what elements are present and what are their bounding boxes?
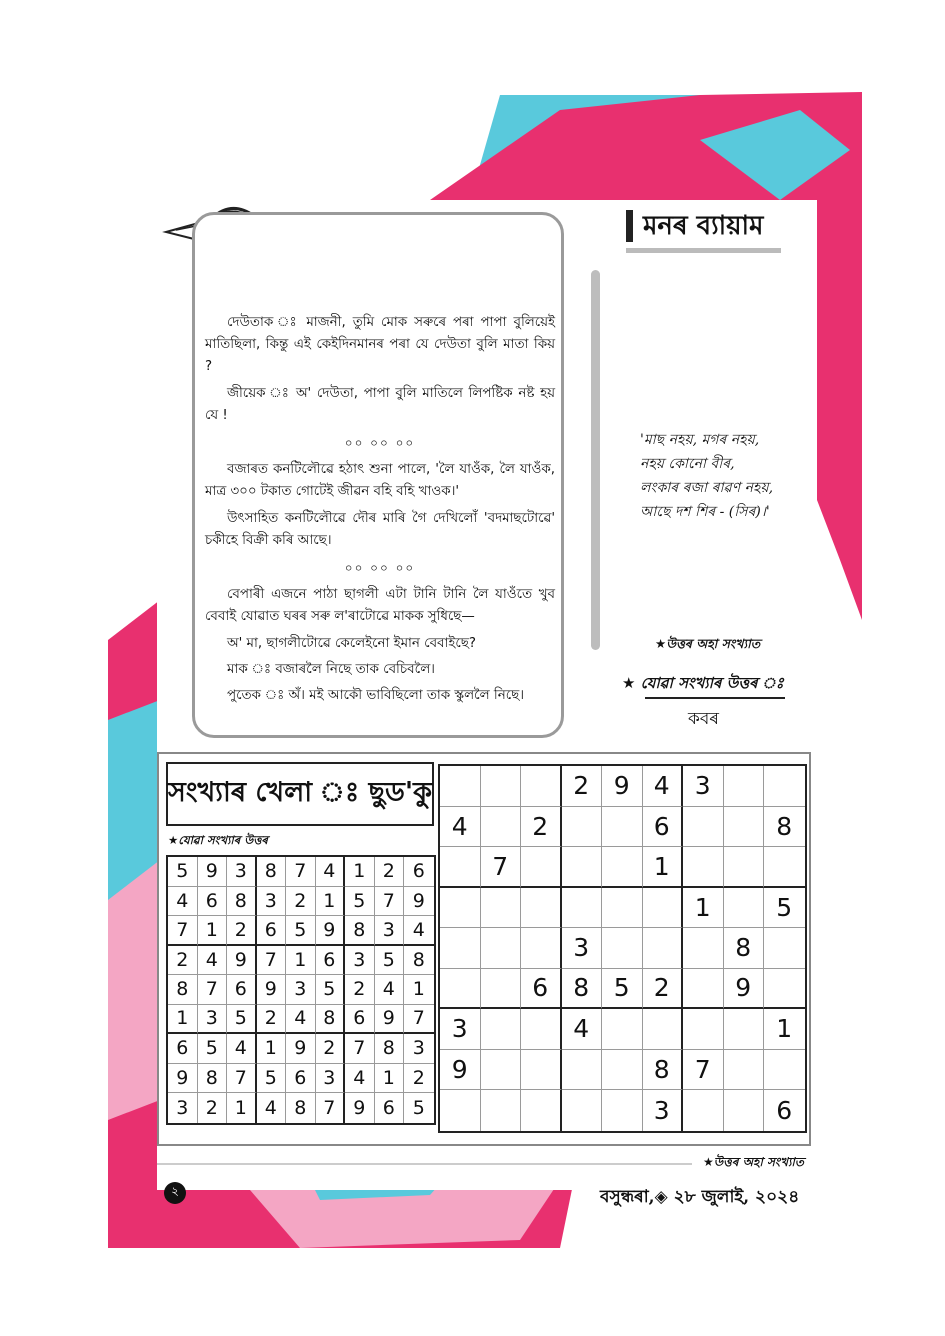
sudoku-puzzle-grid: [438, 764, 807, 1133]
puzzle-cell[interactable]: [764, 928, 805, 969]
solution-cell: 5: [198, 1034, 228, 1064]
solution-cell: 2: [404, 1064, 434, 1094]
puzzle-cell[interactable]: 8: [562, 969, 603, 1010]
puzzle-cell[interactable]: [724, 766, 765, 807]
puzzle-cell[interactable]: 8: [724, 928, 765, 969]
sudoku-title: সংখ্যাৰ খেলা ঃ ছুড'কু: [166, 762, 434, 826]
puzzle-cell[interactable]: [602, 1009, 643, 1050]
solution-cell: 3: [404, 1034, 434, 1064]
solution-cell: 9: [345, 1093, 375, 1123]
solution-cell: 7: [375, 887, 405, 917]
solution-cell: 9: [168, 1064, 198, 1094]
solution-cell: 4: [345, 1064, 375, 1094]
solution-cell: 5: [316, 975, 346, 1005]
solution-cell: 5: [412, 1096, 425, 1119]
solution-cell: 8: [227, 887, 257, 917]
puzzle-cell[interactable]: 8: [764, 807, 805, 848]
puzzle-cell[interactable]: [521, 766, 562, 807]
puzzle-cell[interactable]: [521, 888, 562, 929]
puzzle-cell[interactable]: [440, 847, 481, 888]
solution-cell: 1: [316, 887, 346, 917]
joke-paragraph: দেউতাক ঃ মাজনী, তুমি মোক সৰুৰে পৰা পাপা বুলিয়েই মাতিছিলা, কিন্তু এই কেইদিনমানৰ পৰা যে দেউতা বুলি মাতা কিয় ?: [205, 315, 555, 374]
brush-stroke: [108, 860, 160, 1120]
joke-paragraph: উৎসাহিত কনটিলৌৱে দৌৰ মাৰি গৈ দেখিলোঁ 'বদমাছটোৱে' চকীহে বিক্ৰী কৰি আছে।: [205, 511, 555, 548]
puzzle-cell[interactable]: [602, 807, 643, 848]
puzzle-cell[interactable]: 7: [481, 847, 522, 888]
solution-cell: 5: [168, 857, 198, 887]
solution-cell: 7: [168, 916, 198, 946]
jokes-text: [205, 312, 555, 711]
puzzle-cell[interactable]: [521, 1090, 562, 1131]
solution-label: ★যোৱা সংখ্যাৰ উত্তৰ: [168, 833, 268, 847]
puzzle-cell[interactable]: [724, 888, 765, 929]
puzzle-cell[interactable]: 4: [440, 807, 481, 848]
puzzle-cell[interactable]: [764, 766, 805, 807]
solution-cell: 1: [375, 1064, 405, 1094]
puzzle-answer-hint: ★উত্তৰ অহা সংখ্যাত: [703, 1155, 804, 1169]
puzzle-cell[interactable]: 9: [440, 1050, 481, 1091]
solution-cell: 9: [316, 916, 346, 946]
puzzle-cell[interactable]: [602, 1050, 643, 1091]
puzzle-cell[interactable]: [481, 1090, 522, 1131]
solution-cell: 2: [227, 916, 257, 946]
puzzle-cell[interactable]: [683, 969, 724, 1010]
solution-cell: 6: [168, 1034, 198, 1064]
solution-cell: 8: [257, 857, 287, 887]
solution-cell: 5: [375, 946, 405, 976]
solution-cell: 8: [375, 1034, 405, 1064]
puzzle-cell[interactable]: [521, 1009, 562, 1050]
solution-cell: 4: [286, 1005, 316, 1035]
solution-cell: 8: [168, 975, 198, 1005]
solution-cell: 5: [286, 916, 316, 946]
joke-paragraph: অ' মা, ছাগলীটোৱে কেলেইনো ইমান বেবাইছে?: [227, 636, 476, 651]
puzzle-cell[interactable]: [683, 1090, 724, 1131]
puzzle-cell[interactable]: [562, 847, 603, 888]
solution-cell: 7: [404, 1005, 434, 1035]
puzzle-cell[interactable]: 9: [602, 766, 643, 807]
solution-cell: 8: [198, 1064, 228, 1094]
puzzle-cell[interactable]: [481, 766, 522, 807]
solution-cell: 9: [198, 857, 228, 887]
solution-cell: 2: [168, 946, 198, 976]
puzzle-cell[interactable]: [724, 1009, 765, 1050]
puzzle-cell[interactable]: [683, 847, 724, 888]
puzzle-cell[interactable]: [562, 1090, 603, 1131]
puzzle-cell[interactable]: 1: [643, 847, 684, 888]
puzzle-cell[interactable]: 2: [643, 969, 684, 1010]
solution-cell: 2: [257, 1005, 287, 1035]
puzzle-cell[interactable]: 6: [643, 807, 684, 848]
puzzle-cell[interactable]: [602, 928, 643, 969]
puzzle-cell[interactable]: 5: [764, 888, 805, 929]
solution-cell: 7: [198, 975, 228, 1005]
puzzle-cell[interactable]: [521, 1050, 562, 1091]
puzzle-cell[interactable]: [440, 928, 481, 969]
solution-cell: 5: [257, 1064, 287, 1094]
solution-cell: 5: [227, 1005, 257, 1035]
solution-cell: 8: [316, 1005, 346, 1035]
puzzle-cell[interactable]: [764, 1050, 805, 1091]
solution-cell: 3: [286, 975, 316, 1005]
solution-cell: 3: [316, 1064, 346, 1094]
solution-cell: 2: [345, 975, 375, 1005]
puzzle-cell[interactable]: 1: [764, 1009, 805, 1050]
puzzle-cell[interactable]: [683, 928, 724, 969]
puzzle-cell[interactable]: 6: [776, 1095, 793, 1125]
puzzle-cell[interactable]: 3: [643, 1090, 684, 1131]
solution-cell: 2: [316, 1034, 346, 1064]
solution-cell: 2: [375, 857, 405, 887]
solution-cell: 2: [286, 887, 316, 917]
puzzle-cell[interactable]: 2: [521, 807, 562, 848]
solution-cell: 7: [345, 1034, 375, 1064]
riddle-poem: [640, 428, 810, 524]
solution-cell: 4: [375, 975, 405, 1005]
solution-cell: 9: [286, 1034, 316, 1064]
solution-cell: 8: [345, 916, 375, 946]
puzzle-cell[interactable]: [764, 847, 805, 888]
puzzle-cell[interactable]: 7: [683, 1050, 724, 1091]
riddle-line: আছে দশ শিৰ - (সিৰ)।': [640, 504, 770, 520]
puzzle-cell[interactable]: 4: [562, 1009, 603, 1050]
joke-paragraph: পুতেক ঃ অঁ। মই আকৌ ভাবিছিলো তাক স্কুললৈ নিছে।: [227, 688, 525, 703]
puzzle-cell[interactable]: 6: [521, 969, 562, 1010]
puzzle-cell[interactable]: [521, 928, 562, 969]
solution-cell: 7: [286, 857, 316, 887]
puzzle-cell[interactable]: 9: [724, 969, 765, 1010]
previous-answer-heading: ★ যোৱা সংখ্যাৰ উত্তৰ ঃ: [622, 674, 784, 692]
puzzle-cell[interactable]: 5: [602, 969, 643, 1010]
puzzle-cell[interactable]: [602, 1090, 643, 1131]
solution-cell: 6: [345, 1005, 375, 1035]
solution-cell: 9: [227, 946, 257, 976]
puzzle-cell[interactable]: [481, 1009, 522, 1050]
solution-cell: 9: [404, 887, 434, 917]
solution-cell: 3: [257, 887, 287, 917]
solution-cell: 6: [286, 1064, 316, 1094]
solution-cell: 8: [404, 946, 434, 976]
solution-cell: 2: [198, 1093, 228, 1123]
publication-footer: বসুন্ধৰা,◈ ২৮ জুলাই, ২০২৪: [600, 1187, 800, 1207]
solution-cell: 9: [257, 975, 287, 1005]
puzzle-cell[interactable]: 1: [683, 888, 724, 929]
solution-cell: 1: [168, 1005, 198, 1035]
solution-cell: 4: [316, 857, 346, 887]
puzzle-cell[interactable]: [481, 1050, 522, 1091]
joke-paragraph: বজাৰত কনটিলৌৱে হঠাৎ শুনা পালে, 'লৈ যাওঁক, লৈ যাওঁক, মাত্ৰ ৩০০ টকাত গোটেই জীৱন বহি বহি খাওক।': [205, 462, 555, 499]
footer-rule: [157, 1163, 692, 1165]
puzzle-cell[interactable]: [643, 928, 684, 969]
solution-cell: 4: [227, 1034, 257, 1064]
puzzle-cell[interactable]: 3: [440, 1009, 481, 1050]
puzzle-cell[interactable]: [481, 969, 522, 1010]
solution-cell: 3: [227, 857, 257, 887]
puzzle-cell[interactable]: [602, 847, 643, 888]
solution-cell: 6: [227, 975, 257, 1005]
solution-cell: 6: [198, 887, 228, 917]
solution-cell: 6: [257, 916, 287, 946]
solution-cell: 4: [257, 1093, 287, 1123]
previous-answer-underline: [645, 697, 785, 699]
solution-cell: 6: [316, 946, 346, 976]
riddle-line: নহয় কোনো বীৰ,: [640, 456, 735, 472]
riddle-line: 'মাছ নহয়, মগৰ নহয়,: [640, 432, 760, 448]
puzzle-cell[interactable]: [562, 807, 603, 848]
solution-cell: 9: [375, 1005, 405, 1035]
puzzle-cell[interactable]: [440, 969, 481, 1010]
joke-separator: ০০ ০০ ০০: [344, 561, 416, 575]
riddle-title: মনৰ ব্যায়াম: [626, 210, 764, 242]
puzzle-cell[interactable]: [724, 847, 765, 888]
solution-cell: 1: [198, 916, 228, 946]
solution-cell: 4: [404, 916, 434, 946]
puzzle-cell[interactable]: 8: [643, 1050, 684, 1091]
solution-cell: 3: [375, 916, 405, 946]
puzzle-cell[interactable]: [440, 888, 481, 929]
solution-cell: 4: [198, 946, 228, 976]
puzzle-cell[interactable]: 2: [562, 766, 603, 807]
puzzle-cell[interactable]: [481, 807, 522, 848]
solution-cell: 3: [345, 946, 375, 976]
solution-cell: 1: [286, 946, 316, 976]
solution-cell: 7: [316, 1093, 346, 1123]
solution-cell: 7: [257, 946, 287, 976]
solution-cell: 7: [227, 1064, 257, 1094]
puzzle-cell[interactable]: 4: [643, 766, 684, 807]
puzzle-cell[interactable]: 3: [683, 766, 724, 807]
puzzle-cell[interactable]: [643, 888, 684, 929]
puzzle-cell[interactable]: [683, 807, 724, 848]
riddle-title-underline: [626, 248, 781, 253]
previous-answer-value: কবৰ: [688, 709, 719, 729]
puzzle-cell[interactable]: [602, 888, 643, 929]
puzzle-cell[interactable]: [481, 888, 522, 929]
puzzle-cell[interactable]: [724, 807, 765, 848]
joke-separator: ০০ ০০ ০০: [344, 436, 416, 450]
solution-cell: 3: [168, 1093, 198, 1123]
solution-cell: 3: [198, 1005, 228, 1035]
page-number: ২: [164, 1182, 186, 1204]
puzzle-cell[interactable]: [683, 1009, 724, 1050]
puzzle-cell[interactable]: 3: [562, 928, 603, 969]
solution-cell: 5: [345, 887, 375, 917]
puzzle-cell[interactable]: [521, 847, 562, 888]
solution-cell: 6: [404, 857, 434, 887]
solution-cell: 4: [168, 887, 198, 917]
solution-cell: 1: [227, 1093, 257, 1123]
joke-paragraph: মাক ঃ বজাৰলৈ নিছে তাক বেচিবলৈ।: [227, 662, 435, 677]
puzzle-cell[interactable]: [724, 1050, 765, 1091]
solution-cell: 1: [345, 857, 375, 887]
puzzle-cell[interactable]: [562, 888, 603, 929]
brush-stroke: [817, 180, 862, 620]
puzzle-cell[interactable]: [724, 1090, 765, 1131]
joke-paragraph: জীয়েক ঃ অ' দেউতা, পাপা বুলি মাতিলে লিপষ্টিক নষ্ট হয় যে !: [205, 386, 555, 423]
riddle-line: লংকাৰ ৰজা ৰাৱণ নহয়,: [640, 480, 774, 496]
puzzle-cell[interactable]: [440, 766, 481, 807]
solution-cell: 1: [404, 975, 434, 1005]
puzzle-cell[interactable]: [562, 1050, 603, 1091]
column-divider: [591, 270, 600, 650]
puzzle-cell[interactable]: [481, 928, 522, 969]
solution-cell: 8: [286, 1093, 316, 1123]
solution-cell: 6: [375, 1093, 405, 1123]
puzzle-cell[interactable]: [440, 1090, 481, 1131]
puzzle-cell[interactable]: [643, 1009, 684, 1050]
previous-solution-grid: [166, 855, 436, 1125]
riddle-answer-hint: ★উত্তৰ অহা সংখ্যাত: [655, 636, 761, 651]
puzzle-cell[interactable]: [764, 969, 805, 1010]
joke-paragraph: বেপাৰী এজনে পাঠা ছাগলী এটা টানি টানি লৈ যাওঁতে খুব বেবাই যোৱাত ঘৰৰ সৰু ল'ৰাটোৱে মাকক সুধিছে—: [205, 587, 555, 624]
solution-cell: 1: [257, 1034, 287, 1064]
